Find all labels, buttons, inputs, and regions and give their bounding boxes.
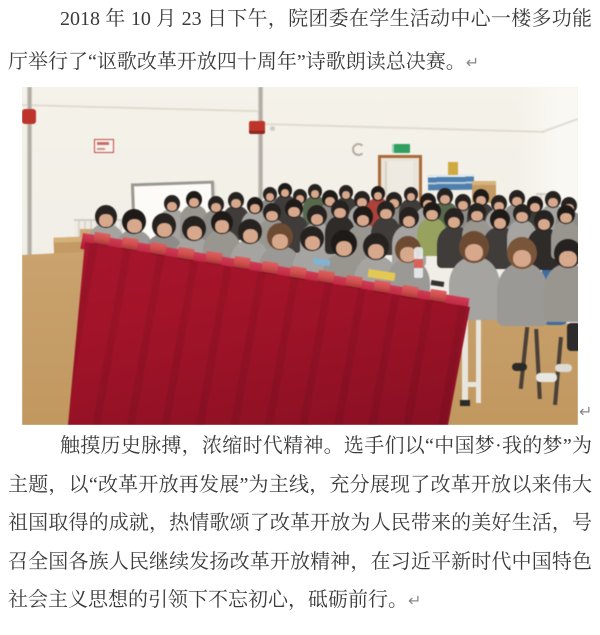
pipe-valve [22,109,36,124]
exit-sign [392,144,410,153]
wall-sign-small [448,162,458,175]
name-card [317,270,335,283]
paragraph-mark: ↵ [579,402,593,421]
name-card [373,280,391,293]
paragraph-2-text: 触摸历史脉搏，浓缩时代精神。选手们以“中国梦·我的梦”为主题，以“改革开放再发展”为主线，充分展现了改革开放以来伟大祖国取得的成就，热情歌颂了改革开放为人民带来的美好生活，号召全国各族人民继续发扬改革开放精神，在习近平新时代中国特色社会主义思想的引领下不忘初心，砥砺前行。 [8,435,592,611]
name-card [205,251,223,264]
name-card [261,261,279,274]
wall-poster [428,175,474,191]
paragraph-mark: ↵ [465,53,480,72]
wall-mark [352,143,365,156]
paragraph-2 [8,427,592,621]
bag [567,323,578,351]
shoe [512,363,527,371]
name-card [93,232,111,245]
alarm-dot [270,126,275,131]
paragraph-1 [8,0,592,84]
name-card [233,256,251,269]
name-card [345,275,363,288]
name-card [429,289,447,302]
name-card [177,247,195,260]
water-bottle [414,247,423,278]
event-photo [22,87,578,425]
table-leg-bar [462,382,481,387]
paragraph-1-text: 2018 年 10 月 23 日下午，院团委在学生活动中心一楼多功能厅举行了“讴歌改革开放四十周年”诗歌朗读总决赛。 [8,8,592,73]
table-leg-foot [460,400,470,406]
wall-sign [94,139,114,153]
shoe [536,373,557,382]
paragraph-mark: ↵ [408,591,422,610]
name-card [401,285,419,298]
fire-alarm [249,121,265,134]
name-card [149,242,167,255]
shoe [555,364,572,372]
name-card [289,266,307,279]
photo-scene [22,87,578,425]
name-card [121,237,139,250]
